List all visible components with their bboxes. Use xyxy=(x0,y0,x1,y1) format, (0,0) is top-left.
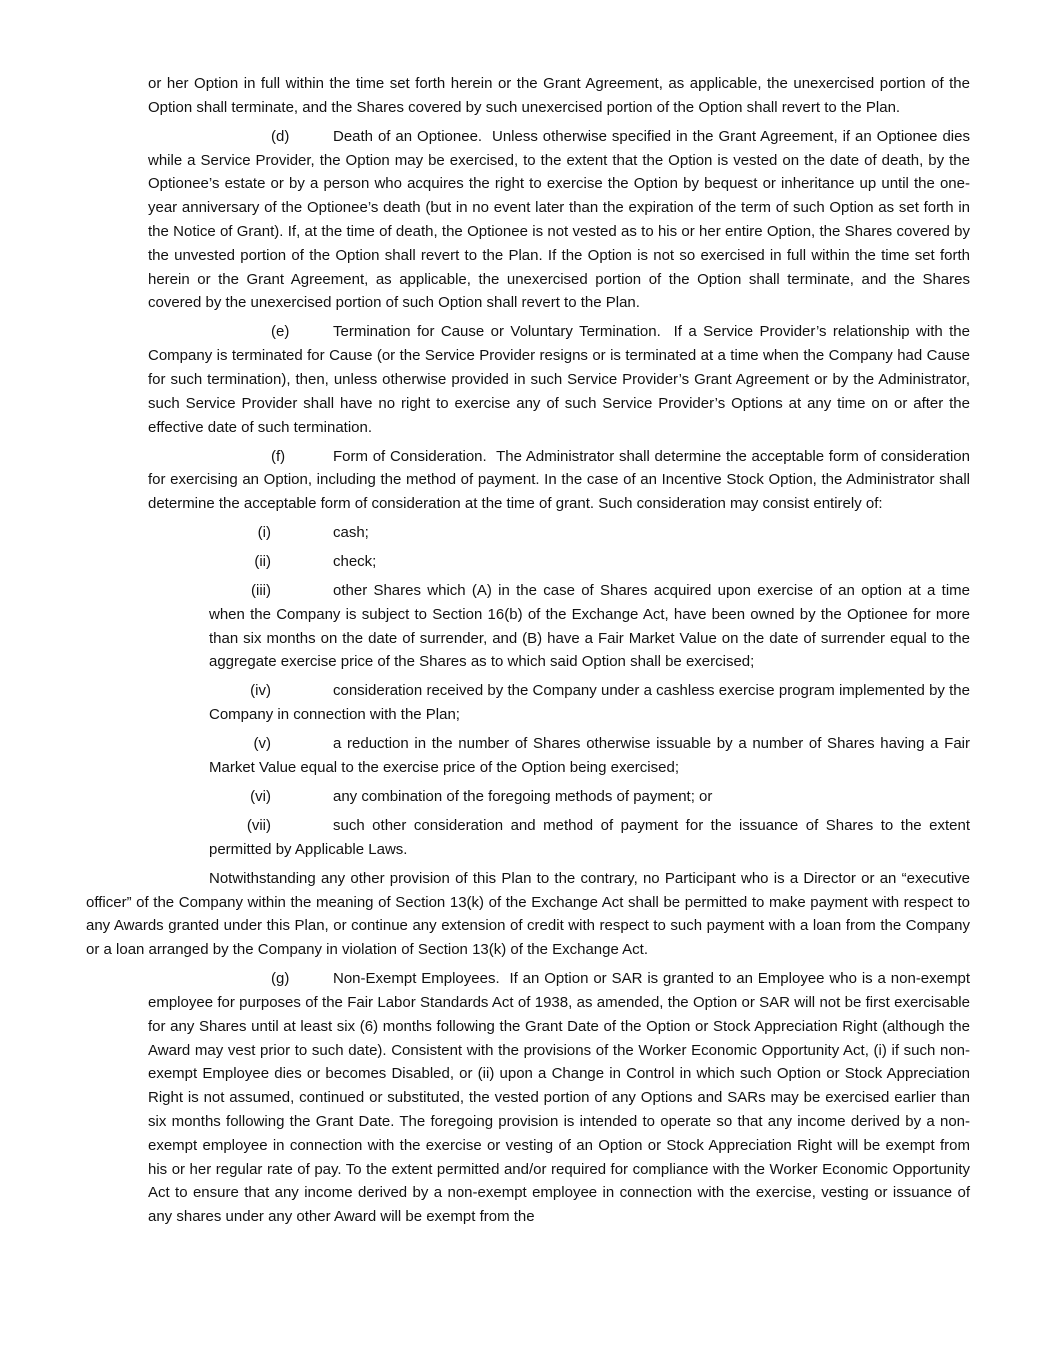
list-item xyxy=(209,579,970,674)
list-item-number: (iii) xyxy=(251,582,271,600)
list-item-text: consideration received by the Company under a cashless exercise program implemented by the Company in connection with the Plan; xyxy=(209,682,970,724)
list-item xyxy=(209,550,970,574)
section-f-heading: Form of Consideration. xyxy=(333,447,487,465)
list-item-number: (iv) xyxy=(250,682,271,700)
section-f-body: The Administrator shall determine the acceptable form of consideration for exercising an Option, including the method of payment. In the case of an Incentive Stock Option, the Administrator shall determine the acceptable form of consideration at the time of grant. Such consideration may consist entirely of: xyxy=(148,447,970,513)
list-item-text: other Shares which (A) in the case of Shares acquired upon exercise of an option at a time when the Company is subject to Section 16(b) of the Exchange Act, have been owned by the Optionee for more than six months on the date of surrender, and (B) have a Fair Market Value on the date of surrender equal to the aggregate exercise price of the Shares as to which said Option shall be exercised; xyxy=(209,582,970,671)
list-item-text: a reduction in the number of Shares otherwise issuable by a number of Shares having a Fair Market Value equal to the exercise price of the Option being exercised; xyxy=(209,735,970,777)
list-item-number: (i) xyxy=(257,524,271,542)
section-d-body: Unless otherwise specified in the Grant Agreement, if an Optionee dies while a Service Provider, the Option may be exercised, to the extent that the Option is vested on the date of death, by the Optionee’s estate or by a person who acquires the right to exercise the Option by bequest or inheritance up until the one-year anniversary of the Optionee’s death (but in no event later than the expiration of the term of such Option as set forth in the Notice of Grant). If, at the time of death, the Optionee is not vested as to his or her entire Option, the Shares covered by the unvested portion of the Option shall revert to the Plan. If the Option is not so exercised in full within the time set forth herein or the Grant Agreement, as applicable, the unexercised portion of the Option shall terminate, and the Shares covered by the unexercised portion of such Option shall revert to the Plan. xyxy=(148,127,970,312)
continuation-paragraph: or her Option in full within the time set forth herein or the Grant Agreement, as applicable, the unexercised portion of the Option shall terminate, and the Shares covered by such unexercised portion of the Option shall revert to the Plan. xyxy=(148,75,970,116)
list-item-number: (vi) xyxy=(250,788,271,805)
section-f xyxy=(148,445,970,516)
section-e xyxy=(148,320,970,439)
list-item-text: any combination of the foregoing methods of payment; or xyxy=(333,788,713,805)
section-e-body: If a Service Provider’s relationship with the Company is terminated for Cause (or the Service Provider resigns or is terminated at a time when the Company had Cause for such termination), then, unless otherwise provided in such Service Provider’s Grant Agreement or by the Administrator, such Service Provider shall have no right to exercise any of such Service Provider’s Options at any time on or after the effective date of such termination. xyxy=(148,323,970,436)
list-item-text: check; xyxy=(333,553,377,571)
section-g-heading: Non-Exempt Employees. xyxy=(333,970,500,988)
section-d-heading: Death of an Optionee. xyxy=(333,127,483,145)
list-item-text: such other consideration and method of payment for the issuance of Shares to the extent permitted by Applicable Laws. xyxy=(209,816,970,858)
list-item xyxy=(209,679,970,727)
section-d-marker: (d) xyxy=(271,127,290,145)
notwithstanding-paragraph: Notwithstanding any other provision of this Plan to the contrary, no Participant who is a Director or an “executive officer” of the Company within the meaning of Section 13(k) of the Exchange Act shall be permitted to make payment with respect to any Awards granted under this Plan, or continue any extension of credit with respect to such payment with a loan from the Company or a loan arranged by the Company in violation of Section 13(k) of the Exchange Act. xyxy=(86,869,970,959)
list-item xyxy=(209,814,970,862)
section-e-heading: Termination for Cause or Voluntary Termination. xyxy=(333,323,661,341)
section-g-marker: (g) xyxy=(271,970,290,988)
section-d xyxy=(148,125,970,315)
list-item-text: cash; xyxy=(333,524,369,542)
section-e-marker: (e) xyxy=(271,323,290,341)
list-item xyxy=(209,732,970,780)
list-item-number: (ii) xyxy=(254,553,271,571)
list-item-number: (vii) xyxy=(246,816,271,834)
section-f-marker: (f) xyxy=(271,447,286,465)
list-item xyxy=(209,785,970,809)
document-page xyxy=(0,72,1055,1229)
list-item xyxy=(209,521,970,545)
section-g xyxy=(148,967,970,1229)
section-g-body: If an Option or SAR is granted to an Employee who is a non-exempt employee for purposes of the Fair Labor Standards Act of 1938, as amended, the Option or SAR will not be first exercisable for any Shares until at least six (6) months following the Grant Date of the Option or Stock Appreciation Right (although the Award may vest prior to such date). Consistent with the provisions of the Worker Economic Opportunity Act, (i) if such non-exempt Employee dies or becomes Disabled, or (ii) upon a Change in Control in which such Option or Stock Appreciation Right is not assumed, continued or substituted, the vested portion of any Options and SARs may be exercised earlier than six months following the Grant Date. The foregoing provision is intended to operate so that any income derived by a non-exempt employee in connection with the exercise or vesting of an Option or Stock Appreciation Right will be exempt from his or her regular rate of pay. To the extent permitted and/or required for compliance with the Worker Economic Opportunity Act to ensure that any income derived by a non-exempt employee in connection with the exercise, vesting or issuance of any shares under any other Award will be exempt from the xyxy=(148,970,970,1226)
list-item-number: (v) xyxy=(253,735,271,753)
